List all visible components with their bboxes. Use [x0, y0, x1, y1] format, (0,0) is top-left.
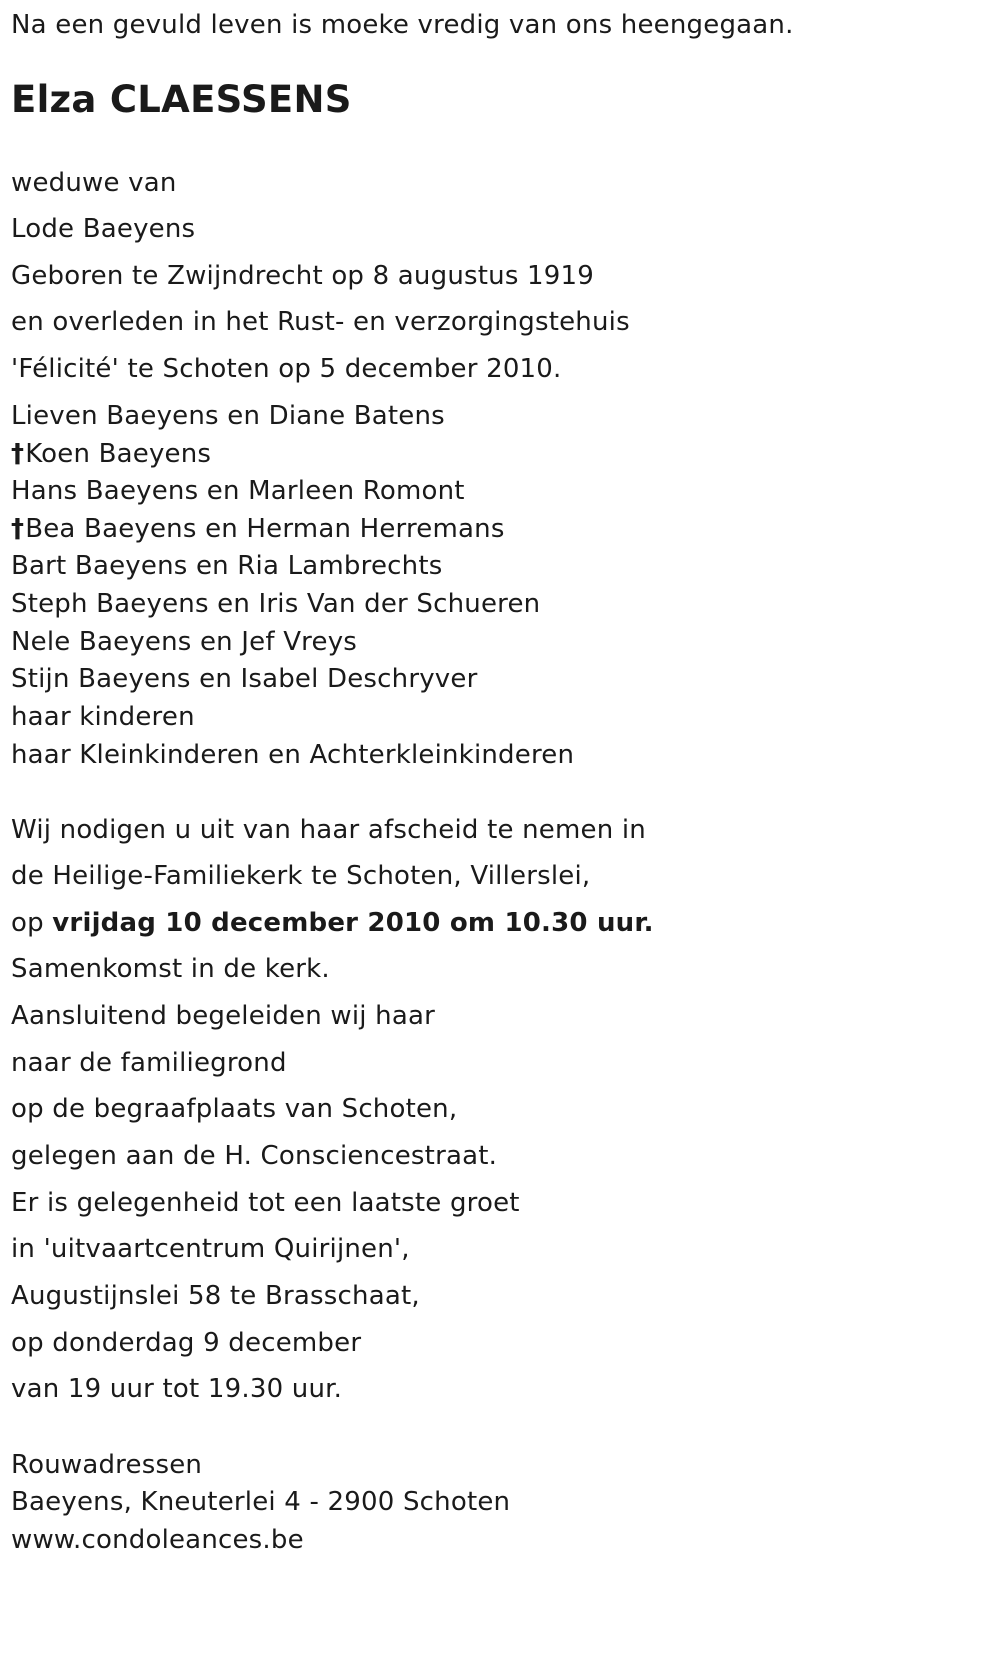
detail-line: en overleden in het Rust- en verzorgingstehuis	[11, 307, 630, 337]
family-member	[11, 476, 465, 506]
ceremony-datetime	[11, 908, 654, 938]
cross-icon: †	[11, 439, 25, 469]
family-member-text: Nele Baeyens en Jef Vreys	[11, 627, 358, 657]
family-member	[11, 702, 195, 732]
family-member	[11, 514, 505, 544]
family-member	[11, 551, 442, 581]
invitation-line: Samenkomst in de kerk.	[11, 954, 330, 984]
invitation-line: op de begraafplaats van Schoten,	[11, 1094, 458, 1124]
invitation-line: gelegen aan de H. Consciencestraat.	[11, 1141, 498, 1171]
invitation-line: in 'uitvaartcentrum Quirijnen',	[11, 1234, 410, 1264]
website-link[interactable]: www.condoleances.be	[11, 1525, 304, 1555]
invitation-line: naar de familiegrond	[11, 1048, 287, 1078]
family-member	[11, 664, 478, 694]
detail-line: Geboren te Zwijndrecht op 8 augustus 1919	[11, 261, 594, 291]
invitation-line: Er is gelegenheid tot een laatste groet	[11, 1188, 520, 1218]
family-member	[11, 627, 357, 657]
family-member-text: Bea Baeyens en Herman Herremans	[25, 514, 505, 544]
family-member-text: Lieven Baeyens en Diane Batens	[11, 401, 445, 431]
family-member	[11, 401, 445, 431]
invitation-line: Wij nodigen u uit van haar afscheid te nemen in	[11, 815, 646, 845]
ceremony-prefix: op	[11, 908, 53, 938]
family-member-text: Koen Baeyens	[25, 439, 212, 469]
intro-text: Na een gevuld leven is moeke vredig van ons heengegaan.	[11, 10, 794, 40]
invitation-line: de Heilige-Familiekerk te Schoten, Villerslei,	[11, 861, 591, 891]
invitation-line: van 19 uur tot 19.30 uur.	[11, 1374, 343, 1404]
family-member-text: Steph Baeyens en Iris Van der Schueren	[11, 589, 541, 619]
invitation-line: op donderdag 9 december	[11, 1328, 362, 1358]
detail-line: Lode Baeyens	[11, 214, 196, 244]
family-member	[11, 589, 540, 619]
family-member-text: haar Kleinkinderen en Achterkleinkinderen	[11, 740, 575, 770]
family-member-text: Hans Baeyens en Marleen Romont	[11, 476, 465, 506]
family-member-text: Stijn Baeyens en Isabel Deschryver	[11, 664, 478, 694]
family-member	[11, 439, 211, 469]
mourning-address: Baeyens, Kneuterlei 4 - 2900 Schoten	[11, 1487, 511, 1517]
invitation-line: Augustijnslei 58 te Brasschaat,	[11, 1281, 420, 1311]
family-member-text: haar kinderen	[11, 702, 195, 732]
ceremony-date: vrijdag 10 december 2010 om 10.30 uur.	[52, 908, 654, 938]
family-member	[11, 740, 574, 770]
cross-icon: †	[11, 514, 25, 544]
detail-line: weduwe van	[11, 168, 177, 198]
deceased-name: Elza CLAESSENS	[11, 78, 352, 121]
footer-heading: Rouwadressen	[11, 1450, 203, 1480]
invitation-line: Aansluitend begeleiden wij haar	[11, 1001, 436, 1031]
family-member-text: Bart Baeyens en Ria Lambrechts	[11, 551, 443, 581]
detail-line: 'Félicité' te Schoten op 5 december 2010.	[11, 354, 562, 384]
